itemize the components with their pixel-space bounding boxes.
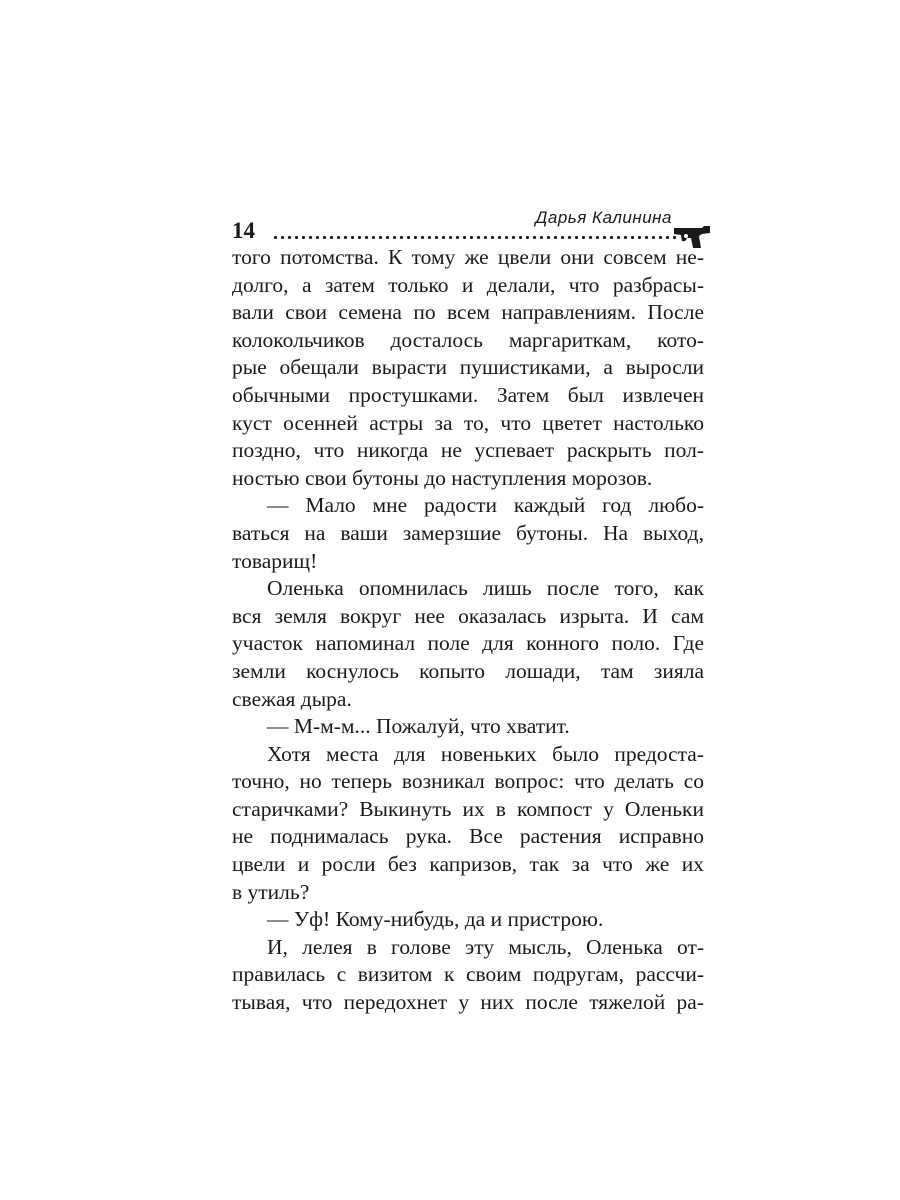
paragraph <box>232 741 704 907</box>
paragraph <box>232 934 704 1017</box>
text-line: не поднималась рука. Все растения исправно <box>232 824 704 849</box>
text-line: земли коснулось копыто лошади, там зияла <box>232 658 704 683</box>
text-line: — М-м-м... Пожалуй, что хватит. <box>267 714 570 739</box>
paragraph <box>232 244 704 492</box>
paragraph <box>232 713 704 741</box>
text-line: того потомства. К тому же цвели они совсем не- <box>232 245 704 269</box>
text-line: свежая дыра. <box>232 686 352 711</box>
page-number: 14 <box>232 218 255 243</box>
text-line: цвели и росли без капризов, так за что же их <box>232 852 704 877</box>
paragraph <box>232 575 704 713</box>
text-line: — Мало мне радости каждый год любо- <box>267 493 704 518</box>
text-line: вся земля вокруг нее оказалась изрыта. И сам <box>232 603 704 628</box>
text-line: Хотя места для новеньких было предоста- <box>267 741 704 766</box>
text-line: И, лелея в голове эту мысль, Оленька от- <box>267 934 704 959</box>
body-text <box>232 244 704 1017</box>
text-line: куст осенней астры за то, что цветет настолько <box>232 410 704 435</box>
text-line: тывая, что передохнет у них после тяжелой ра- <box>232 990 704 1015</box>
author-name: Дарья Калинина <box>535 208 672 227</box>
text-line: поздно, что никогда не успевает раскрыть пол- <box>232 438 704 463</box>
text-line: вали свои семена по всем направлениям. После <box>232 300 704 325</box>
dotted-leader <box>272 235 676 240</box>
text-line: — Уф! Кому-нибудь, да и пристрою. <box>267 907 604 932</box>
text-line: Оленька опомнилась лишь после того, как <box>267 576 704 601</box>
text-line: обычными простушками. Затем был извлечен <box>232 382 704 407</box>
text-line: точно, но теперь возникал вопрос: что делать со <box>232 769 704 794</box>
text-line: старичками? Выкинуть их в компост у Оленьки <box>232 796 704 821</box>
paragraph <box>232 906 704 934</box>
text-line: участок напоминал поле для конного поло. Где <box>232 631 704 656</box>
text-line: товарищ! <box>232 548 318 573</box>
text-line: в утиль? <box>232 879 310 904</box>
paragraph <box>232 492 704 575</box>
text-line: ваться на ваши замерзшие бутоны. На выход, <box>232 520 704 545</box>
text-line: колокольчиков досталось маргариткам, кото- <box>232 327 704 352</box>
text-line: долго, а затем только и делали, что разбрасы- <box>232 272 704 297</box>
text-line: правилась с визитом к своим подругам, рассчи- <box>232 962 704 987</box>
text-line: рые обещали вырасти пушистиками, а выросли <box>232 355 704 380</box>
text-line: ностью свои бутоны до наступления морозов. <box>232 465 653 490</box>
